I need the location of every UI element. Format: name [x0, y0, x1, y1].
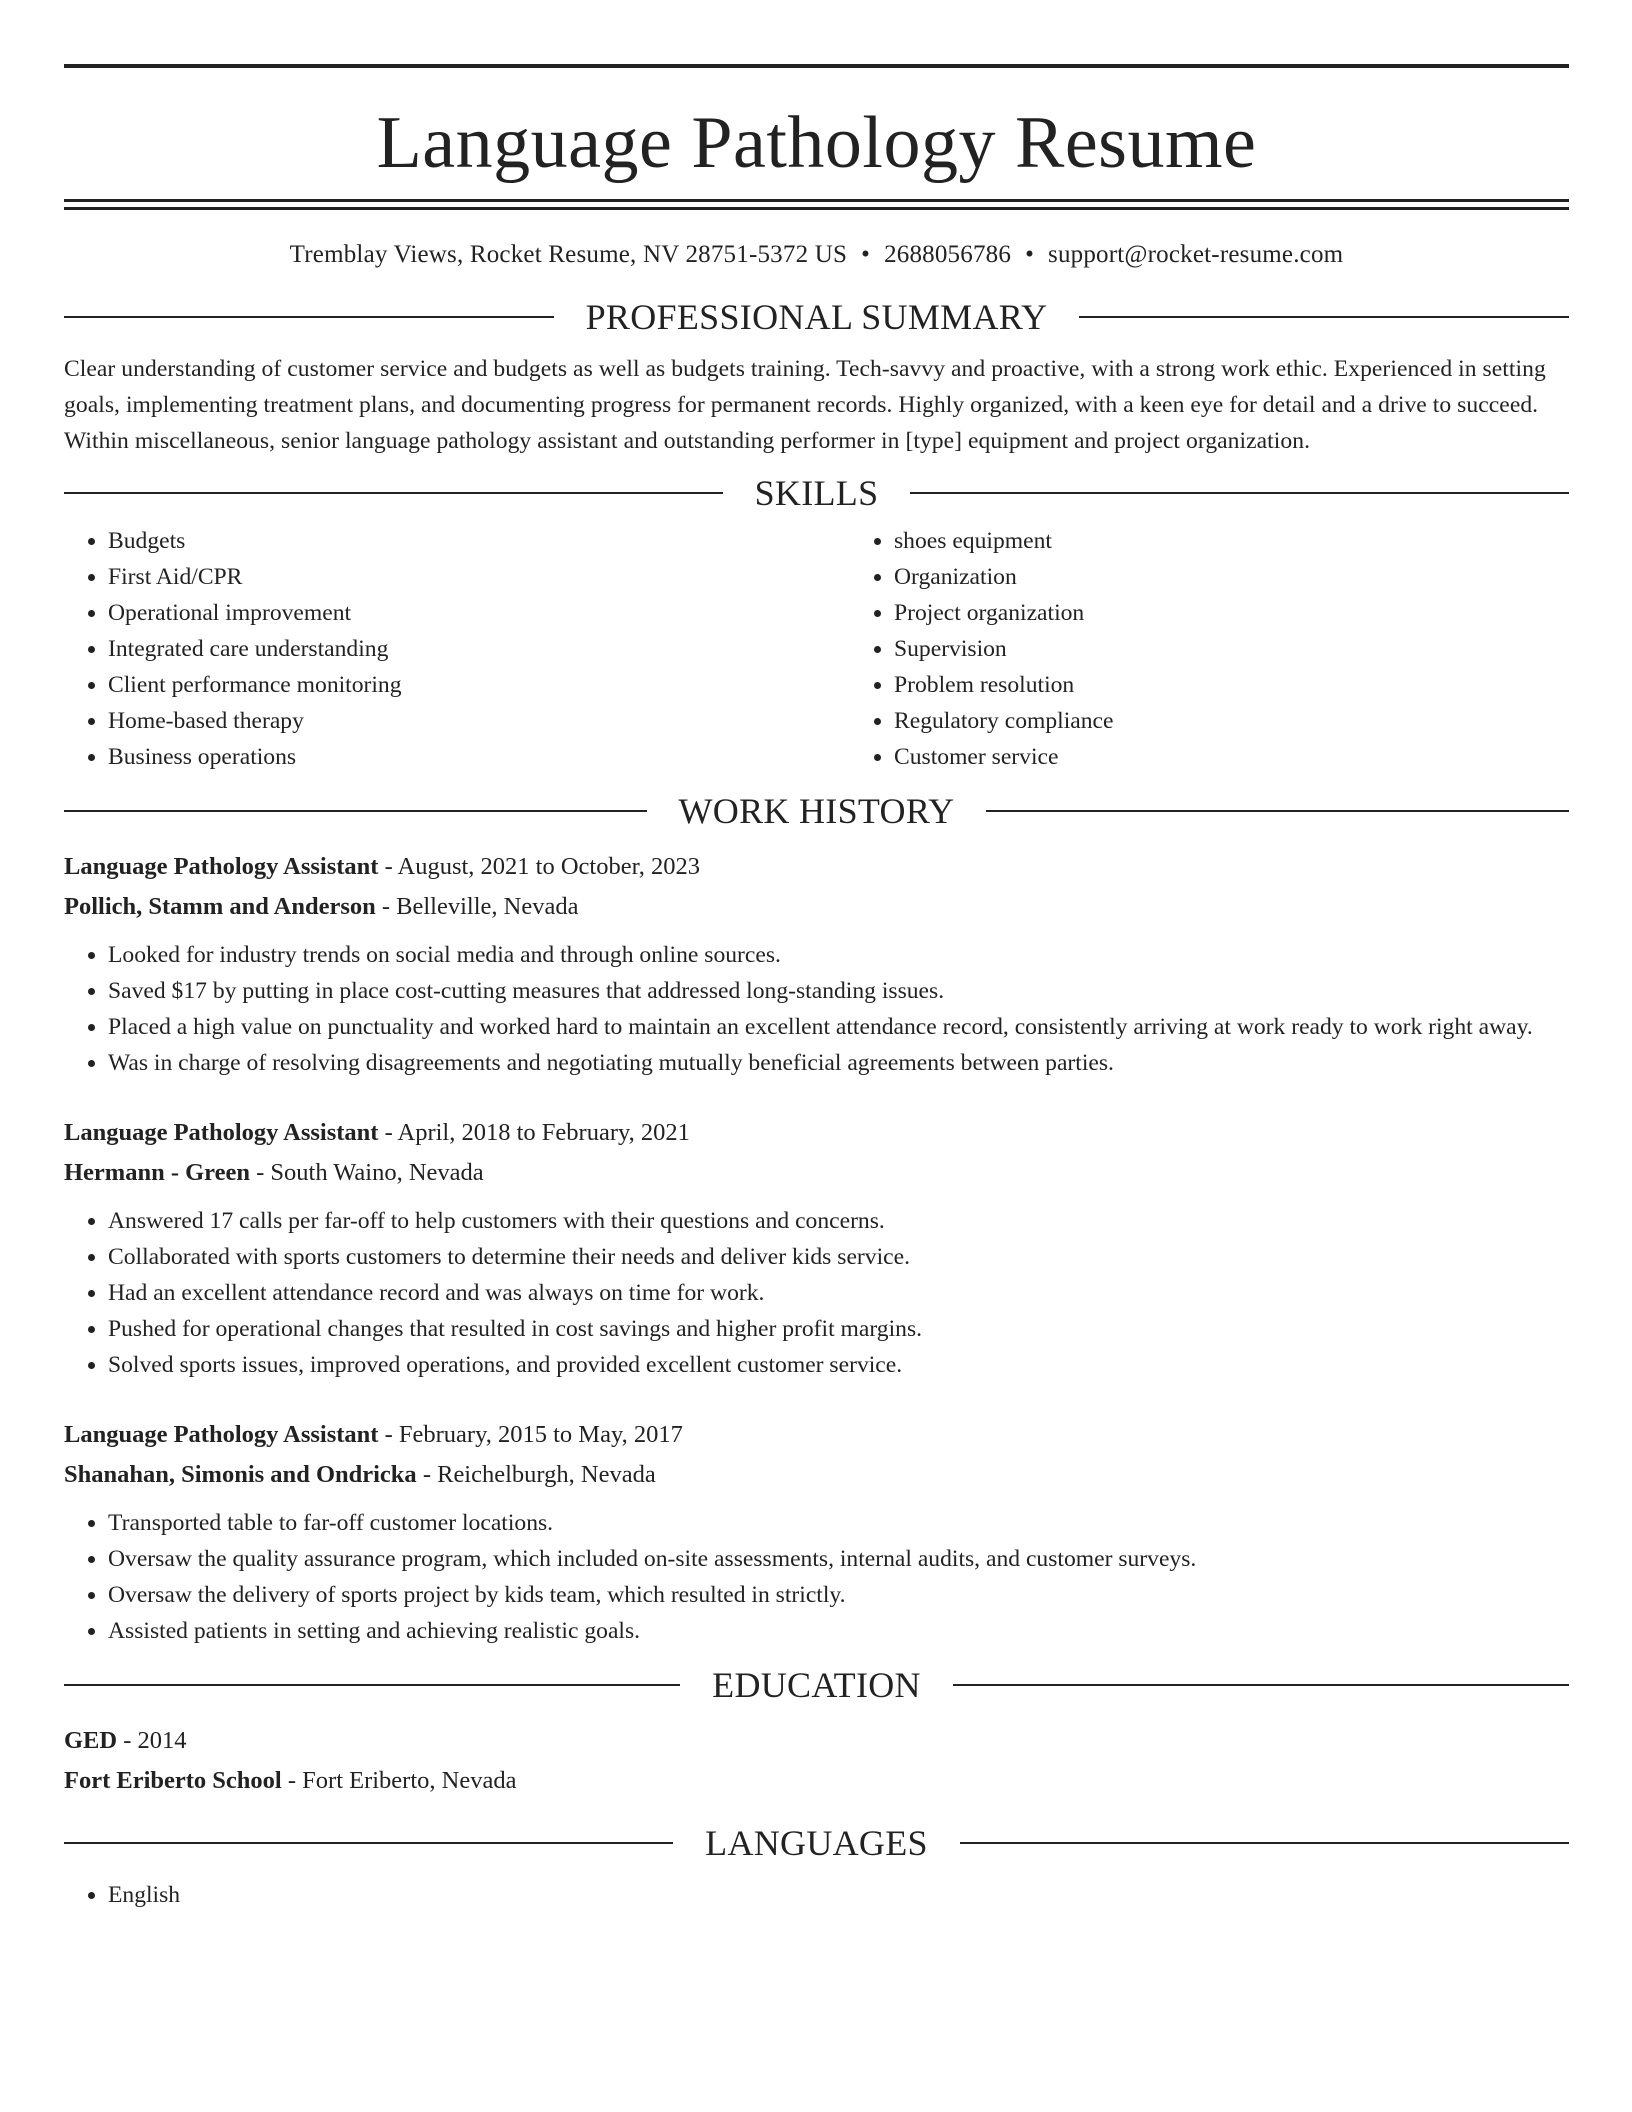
job-title: Language Pathology Assistant: [64, 1421, 379, 1448]
job-title: Language Pathology Assistant: [64, 1119, 379, 1146]
job-entry: [64, 1415, 1569, 1649]
job-company: Shanahan, Simonis and Ondricka: [64, 1461, 417, 1488]
skill-item: • Business operations: [108, 739, 850, 775]
language-item: • English: [108, 1877, 1569, 1913]
job-company: Hermann - Green: [64, 1159, 250, 1186]
section-title: LANGUAGES: [705, 1823, 928, 1863]
section-title: PROFESSIONAL SUMMARY: [585, 297, 1048, 337]
heading-rule: [64, 810, 647, 812]
job-dates: - August, 2021 to October, 2023: [378, 853, 701, 880]
skill-item: • Operational improvement: [108, 595, 850, 631]
section-heading-skills: [64, 471, 1569, 515]
section-heading-education: [64, 1663, 1569, 1707]
heading-rule: [64, 1684, 680, 1686]
heading-rule: [64, 1842, 673, 1844]
job-bullet: • Pushed for operational changes that resulted in cost savings and higher profit margins.: [108, 1311, 1569, 1347]
resume-page: [64, 0, 1569, 1913]
skill-item: • Client performance monitoring: [108, 667, 850, 703]
contact-email: support@rocket-resume.com: [1048, 241, 1344, 268]
education-degree: GED: [64, 1727, 118, 1754]
heading-rule: [64, 492, 723, 494]
job-entry: [64, 1113, 1569, 1383]
job-bullet: • Placed a high value on punctuality and worked hard to maintain an excellent attendance record, consistently arriving at work ready to work right away.: [108, 1009, 1569, 1045]
job-bullet: • Was in charge of resolving disagreements and negotiating mutually beneficial agreements between parties.: [108, 1045, 1569, 1081]
skill-item: • First Aid/CPR: [108, 559, 850, 595]
section-heading-work: [64, 789, 1569, 833]
heading-rule: [986, 810, 1569, 812]
heading-rule: [910, 492, 1569, 494]
skill-item: • Project organization: [894, 595, 1632, 631]
job-bullets: [64, 1203, 1569, 1383]
summary-text: Clear understanding of customer service and budgets as well as budgets training. Tech-savvy and proactive, with a strong work ethic. Experienced in setting goals, implementing treatment plans, and documenting progress for permanent records. Highly organized, with a keen eye for detail and a drive to succeed. Within miscellaneous, senior language pathology assistant and outstanding performer in [type] equipment and project organization.: [64, 356, 1546, 454]
languages-list: [64, 1877, 1569, 1913]
skill-item: • Customer service: [894, 739, 1632, 775]
education-location: - Fort Eriberto, Nevada: [281, 1767, 517, 1794]
job-company-line: [64, 1455, 1569, 1495]
job-bullet: • Solved sports issues, improved operations, and provided excellent customer service.: [108, 1347, 1569, 1383]
education-school: Fort Eriberto School: [64, 1767, 282, 1794]
heading-rule: [1079, 316, 1569, 318]
job-dates: - April, 2018 to February, 2021: [378, 1119, 690, 1146]
contact-separator: •: [1025, 241, 1035, 268]
skill-item: • Home-based therapy: [108, 703, 850, 739]
education-school-line: [64, 1761, 1569, 1801]
education-entry: [64, 1721, 1569, 1801]
job-bullet: • Collaborated with sports customers to determine their needs and deliver kids service.: [108, 1239, 1569, 1275]
job-title-line: [64, 1415, 1569, 1455]
heading-rule: [64, 316, 554, 318]
heading-rule: [960, 1842, 1569, 1844]
job-company-line: [64, 1153, 1569, 1193]
skill-item: • shoes equipment: [894, 523, 1632, 559]
job-bullet: • Assisted patients in setting and achieving realistic goals.: [108, 1613, 1569, 1649]
contact-line: [64, 240, 1569, 270]
job-title-line: [64, 847, 1569, 887]
job-company: Pollich, Stamm and Anderson: [64, 893, 376, 920]
education-year: - 2014: [117, 1727, 187, 1754]
skills-column-right: [850, 523, 1632, 775]
section-title: EDUCATION: [712, 1665, 921, 1705]
job-bullet: • Looked for industry trends on social media and through online sources.: [108, 937, 1569, 973]
skill-item: • Regulatory compliance: [894, 703, 1632, 739]
skills-list: [64, 523, 1569, 775]
job-title: Language Pathology Assistant: [64, 853, 379, 880]
job-bullet: • Oversaw the quality assurance program, which included on-site assessments, internal audits, and customer surveys.: [108, 1541, 1569, 1577]
job-bullet: • Transported table to far-off customer locations.: [108, 1505, 1569, 1541]
job-location: - Belleville, Nevada: [375, 893, 579, 920]
skill-item: • Budgets: [108, 523, 850, 559]
section-heading-languages: [64, 1821, 1569, 1865]
job-bullet: • Had an excellent attendance record and was always on time for work.: [108, 1275, 1569, 1311]
education-degree-line: [64, 1721, 1569, 1761]
job-dates: - February, 2015 to May, 2017: [378, 1421, 683, 1448]
top-rule: [64, 64, 1569, 68]
contact-phone: 2688056786: [884, 241, 1012, 268]
job-entry: [64, 847, 1569, 1081]
page-title: Language Pathology Resume: [376, 102, 1257, 184]
skill-item: • Problem resolution: [894, 667, 1632, 703]
contact-separator: •: [861, 241, 871, 268]
skill-item: • Supervision: [894, 631, 1632, 667]
job-bullets: [64, 1505, 1569, 1649]
job-location: - Reichelburgh, Nevada: [416, 1461, 656, 1488]
skill-item: • Integrated care understanding: [108, 631, 850, 667]
skill-item: • Organization: [894, 559, 1632, 595]
contact-address: Tremblay Views, Rocket Resume, NV 28751-5372 US: [289, 241, 848, 268]
job-bullet: • Saved $17 by putting in place cost-cutting measures that addressed long-standing issues.: [108, 973, 1569, 1009]
job-company-line: [64, 887, 1569, 927]
section-title: WORK HISTORY: [678, 791, 955, 831]
title-double-rule: [64, 199, 1569, 210]
job-location: - South Waino, Nevada: [250, 1159, 484, 1186]
section-title: SKILLS: [754, 473, 879, 513]
skills-column-left: [64, 523, 850, 775]
job-bullet: • Oversaw the delivery of sports project by kids team, which resulted in strictly.: [108, 1577, 1569, 1613]
job-bullets: [64, 937, 1569, 1081]
section-heading-summary: [64, 295, 1569, 339]
job-bullet: • Answered 17 calls per far-off to help customers with their questions and concerns.: [108, 1203, 1569, 1239]
job-title-line: [64, 1113, 1569, 1153]
heading-rule: [953, 1684, 1569, 1686]
